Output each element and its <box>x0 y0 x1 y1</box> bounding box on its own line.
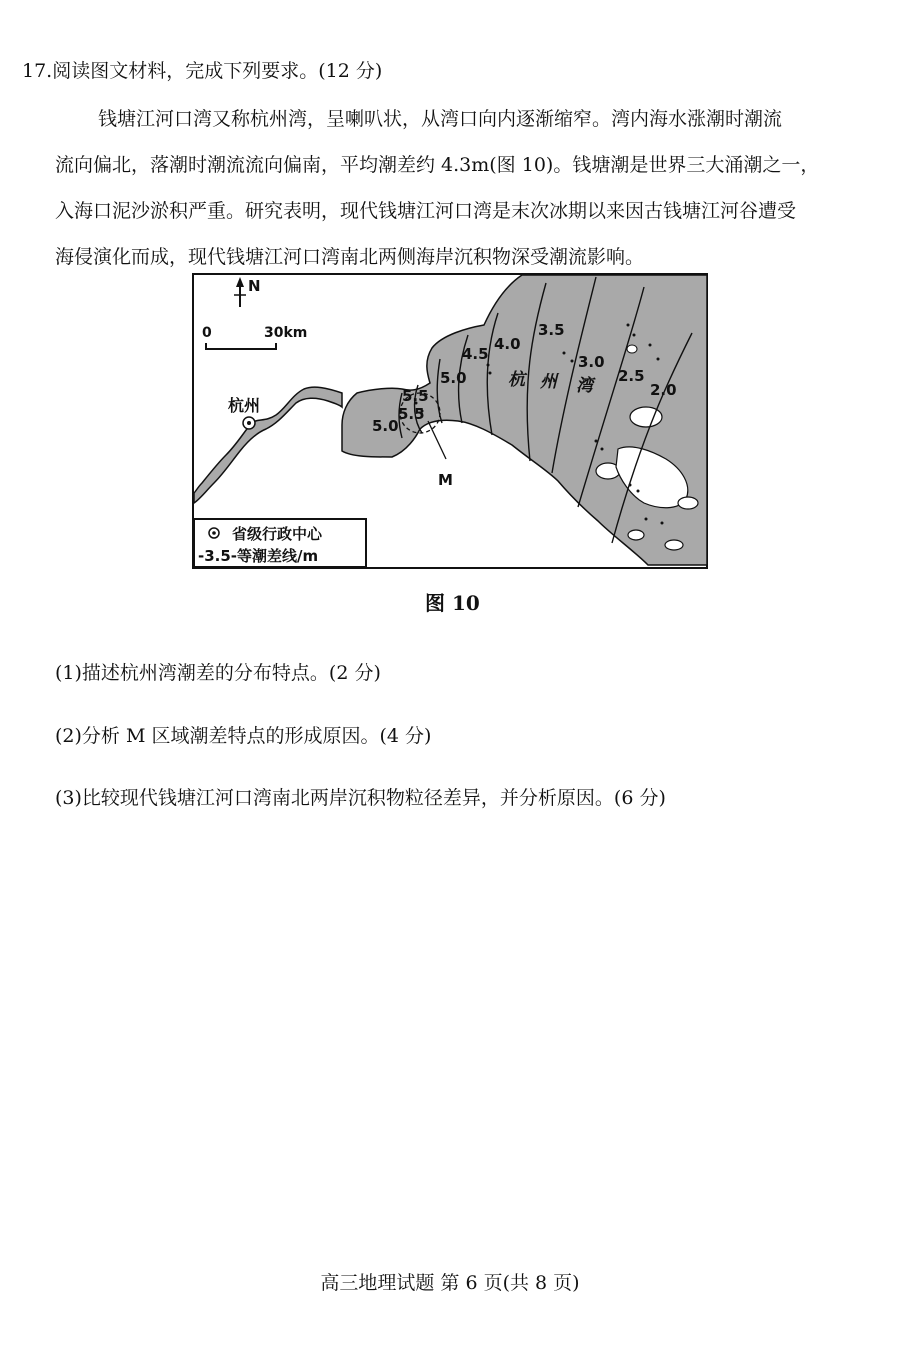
page-footer: 高三地理试题 第 6 页(共 8 页) <box>320 1272 580 1294</box>
island <box>628 530 644 540</box>
material-line-3: 入海口泥沙淤积严重。研究表明，现代钱塘江河口湾是末次冰期以来因古钱塘江河谷遭受 <box>55 200 797 222</box>
question-title: 17.阅读图文材料，完成下列要求。(12 分) <box>22 60 383 82</box>
isoline-label: 3.5 <box>538 321 565 339</box>
legend-isoline: -3.5-等潮差线/m <box>198 547 319 565</box>
isoline-label: 4.0 <box>494 335 521 353</box>
scale-zero: 0 <box>202 325 212 341</box>
legend-capital: 省级行政中心 <box>232 525 323 543</box>
bay-label-char: 杭 <box>508 370 525 390</box>
island <box>665 540 683 550</box>
island <box>678 497 698 509</box>
map-legend <box>194 519 366 567</box>
sub-question-2: (2)分析 M 区域潮差特点的形成原因。(4 分) <box>55 725 432 747</box>
bay-label-char: 湾 <box>576 376 593 396</box>
isoline-label: 5.0 <box>372 417 399 435</box>
sub-question-1: (1)描述杭州湾潮差的分布特点。(2 分) <box>55 662 381 684</box>
figure-caption: 图 10 <box>425 591 480 615</box>
isoline-label: 5.5 <box>402 387 429 405</box>
material-line-1: 钱塘江河口湾又称杭州湾，呈喇叭状，从湾口向内逐渐缩窄。湾内海水涨潮时潮流 <box>98 108 783 130</box>
isoline-label: 2.5 <box>618 367 645 385</box>
island <box>627 345 637 353</box>
isoline-label: 4.5 <box>462 345 489 363</box>
bay-label-char: 州 <box>540 372 557 392</box>
sub-question-3: (3)比较现代钱塘江河口湾南北两岸沉积物粒径差异，并分析原因。(6 分) <box>55 787 666 809</box>
m-region-label: M <box>438 471 453 489</box>
isoline-label: 5.0 <box>440 369 467 387</box>
material-line-4: 海侵演化而成，现代钱塘江河口湾南北两侧海岸沉积物深受潮流影响。 <box>55 246 645 268</box>
tidal-range-map <box>192 273 708 569</box>
isoline-label: 2.0 <box>650 381 677 399</box>
isoline-label: 5.5 <box>398 405 425 423</box>
city-label: 杭州 <box>228 396 261 415</box>
isoline-label: 3.0 <box>578 353 605 371</box>
north-label: N <box>248 277 261 295</box>
material-line-2: 流向偏北，落潮时潮流流向偏南，平均潮差约 4.3m(图 10)。钱塘潮是世界三大涌潮之一， <box>55 154 820 176</box>
scale-distance: 30km <box>264 325 308 341</box>
